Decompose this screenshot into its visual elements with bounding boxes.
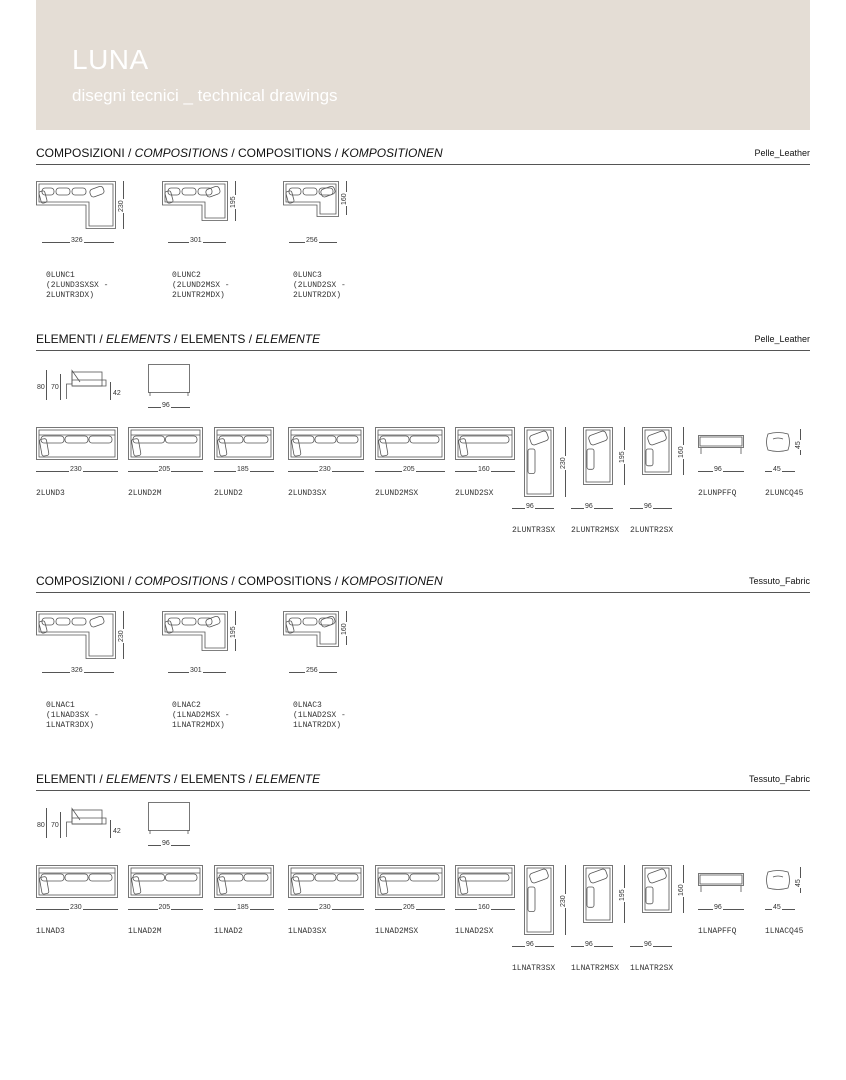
detail2-0LUNC2: 2LUNTR2MDX): [172, 291, 225, 300]
h2-line-fabric_elements: [60, 812, 61, 838]
sofa-width-1LNAD2: 185: [237, 904, 249, 911]
terminal-depth-1LNATR2MSX: 195: [619, 889, 626, 901]
sofa-2LUND3SX: [288, 427, 364, 460]
composition-0LUNC2-drawing: [162, 181, 228, 221]
composition-0LNAC1: [36, 611, 116, 659]
sofa-width-2LUND3SX: 230: [319, 466, 331, 473]
section-title: ELEMENTI / ELEMENTS / ELEMENTS / ELEMENTE: [36, 332, 321, 346]
seat-line-leather_elements: [110, 382, 111, 400]
composition-0LNAC2: [162, 611, 228, 651]
sofa-code-2LUND3SX: 2LUND3SX: [288, 489, 327, 498]
terminal-depth-2LUNTR3SX: 230: [560, 457, 567, 469]
terminal-1LNATR2MSX-drawing: [583, 865, 613, 923]
h2-leather_elements: 70: [51, 384, 59, 391]
width-dim-0LNAC1: 326: [71, 667, 83, 674]
depth-dim-0LUNC3: 160: [341, 193, 348, 205]
code-0LNAC2: 0LNAC2: [172, 701, 201, 710]
code-0LNAC3: 0LNAC3: [293, 701, 322, 710]
depth-dim-0LUNC2: 195: [230, 196, 237, 208]
cushion-height-1LNACQ45: 45: [795, 879, 802, 887]
h2-line-leather_elements: [60, 374, 61, 400]
sofa-width-2LUND3: 230: [70, 466, 82, 473]
sofa-width-1LNAD3: 230: [70, 904, 82, 911]
section-title: ELEMENTI / ELEMENTS / ELEMENTS / ELEMENTE: [36, 772, 321, 786]
terminal-1LNATR2SX-drawing: [642, 865, 672, 913]
section-header-fabric-elements: [36, 771, 810, 791]
terminal-width-2LUNTR2SX: 96: [644, 503, 652, 510]
h2-fabric_elements: 70: [51, 822, 59, 829]
terminal-2LUNTR2SX-drawing: [642, 427, 672, 475]
terminal-width-2LUNTR2MSX: 96: [585, 503, 593, 510]
sofa-2LUND3SX-drawing: [288, 427, 364, 460]
sofa-code-1LNAD2SX: 1LNAD2SX: [455, 927, 494, 936]
sofa-2LUND3-drawing: [36, 427, 118, 460]
sofa-2LUND2M: [128, 427, 203, 460]
terminal-width-1LNATR2MSX: 96: [585, 941, 593, 948]
sofa-1LNAD2SX: [455, 865, 515, 898]
cushion-2LUNCQ45-drawing: [765, 431, 791, 453]
sofa-code-2LUND2M: 2LUND2M: [128, 489, 162, 498]
sofa-1LNAD3: [36, 865, 118, 898]
composition-0LNAC3-drawing: [283, 611, 339, 647]
section-header-fabric-compositions: [36, 573, 810, 593]
sofa-width-1LNAD2MSX: 205: [403, 904, 415, 911]
width-dim-0LNAC2: 301: [190, 667, 202, 674]
sofa-1LNAD3-drawing: [36, 865, 118, 898]
pouf-width-1LNAPFFQ: 96: [714, 904, 722, 911]
h1-fabric_elements: 80: [37, 822, 45, 829]
composition-0LNAC3: [283, 611, 339, 647]
cushion-2LUNCQ45: [765, 431, 791, 453]
terminal-depth-2LUNTR2MSX: 195: [619, 451, 626, 463]
terminal-width-1LNATR2SX: 96: [644, 941, 652, 948]
width-dim-0LUNC2: 301: [190, 237, 202, 244]
terminal-depth-2LUNTR2SX: 160: [678, 446, 685, 458]
sofa-1LNAD2M: [128, 865, 203, 898]
depth-dim-0LNAC3: 160: [341, 623, 348, 635]
code-0LUNC3: 0LUNC3: [293, 271, 322, 280]
terminal-depth-1LNATR2SX: 160: [678, 884, 685, 896]
terminal-width-1LNATR3SX: 96: [526, 941, 534, 948]
pouf-code-1LNAPFFQ: 1LNAPFFQ: [698, 927, 737, 936]
profile-front-fabric_elements-drawing: [148, 802, 190, 834]
code-0LUNC2: 0LUNC2: [172, 271, 201, 280]
terminal-code-2LUNTR2SX: 2LUNTR2SX: [630, 526, 674, 535]
terminal-1LNATR2MSX: [583, 865, 613, 923]
profile-side-fabric_elements: [66, 808, 106, 838]
sofa-2LUND2MSX-drawing: [375, 427, 445, 460]
code-0LNAC1: 0LNAC1: [46, 701, 75, 710]
sofa-1LNAD2SX-drawing: [455, 865, 515, 898]
width-dim-0LNAC3: 256: [306, 667, 318, 674]
section-title: COMPOSIZIONI / COMPOSITIONS / COMPOSITIONS / KOMPOSITIONEN: [36, 146, 443, 160]
sofa-2LUND2: [214, 427, 274, 460]
terminal-code-1LNATR3SX: 1LNATR3SX: [512, 964, 556, 973]
cushion-code-1LNACQ45: 1LNACQ45: [765, 927, 804, 936]
terminal-2LUNTR2MSX: [583, 427, 613, 485]
material-label: Tessuto_Fabric: [748, 576, 810, 586]
sofa-code-1LNAD2MSX: 1LNAD2MSX: [375, 927, 419, 936]
composition-0LUNC1-drawing: [36, 181, 116, 229]
material-label: Tessuto_Fabric: [748, 774, 810, 784]
pouf-1LNAPFFQ-drawing: [698, 873, 744, 893]
cushion-1LNACQ45: [765, 869, 791, 891]
cushion-width-1LNACQ45: 45: [773, 904, 781, 911]
width-dim-0LUNC3: 256: [306, 237, 318, 244]
sofa-2LUND2MSX: [375, 427, 445, 460]
detail2-0LNAC3: 1LNATR2DX): [293, 721, 342, 730]
profile-side-fabric_elements-drawing: [66, 808, 106, 838]
pouf-width-2LUNPFFQ: 96: [714, 466, 722, 473]
sofa-1LNAD2-drawing: [214, 865, 274, 898]
profile-front-fabric_elements: [148, 802, 190, 834]
profile-side-leather_elements: [66, 370, 106, 400]
depth-dim-0LNAC2: 195: [230, 626, 237, 638]
section-header-leather-elements: [36, 331, 810, 351]
sofa-width-1LNAD2M: 205: [158, 904, 171, 911]
terminal-width-2LUNTR3SX: 96: [526, 503, 534, 510]
material-label: Pelle_Leather: [754, 148, 810, 158]
sofa-1LNAD3SX-drawing: [288, 865, 364, 898]
sofa-code-2LUND2: 2LUND2: [214, 489, 243, 498]
sofa-width-1LNAD3SX: 230: [319, 904, 331, 911]
sofa-2LUND3: [36, 427, 118, 460]
terminal-1LNATR3SX: [524, 865, 554, 935]
sofa-code-1LNAD3SX: 1LNAD3SX: [288, 927, 327, 936]
composition-0LUNC2: [162, 181, 228, 221]
profile-front-leather_elements-drawing: [148, 364, 190, 396]
sofa-width-2LUND2M: 205: [158, 466, 171, 473]
sofa-code-2LUND2SX: 2LUND2SX: [455, 489, 494, 498]
sofa-code-1LNAD2M: 1LNAD2M: [128, 927, 162, 936]
pouf-2LUNPFFQ: [698, 435, 744, 455]
detail1-0LUNC2: (2LUND2MSX -: [172, 281, 230, 290]
detail2-0LNAC1: 1LNATR3DX): [46, 721, 95, 730]
terminal-2LUNTR3SX-drawing: [524, 427, 554, 497]
sofa-code-2LUND3: 2LUND3: [36, 489, 65, 498]
material-label: Pelle_Leather: [754, 334, 810, 344]
sofa-code-1LNAD2: 1LNAD2: [214, 927, 243, 936]
profile-depth-leather_elements: 96: [162, 402, 170, 409]
terminal-depth-1LNATR3SX: 230: [560, 895, 567, 907]
detail2-0LUNC3: 2LUNTR2DX): [293, 291, 342, 300]
sofa-width-1LNAD2SX: 160: [478, 904, 490, 911]
sofa-1LNAD2MSX: [375, 865, 445, 898]
sofa-width-2LUND2SX: 160: [478, 466, 490, 473]
sofa-width-2LUND2: 185: [237, 466, 249, 473]
terminal-code-1LNATR2SX: 1LNATR2SX: [630, 964, 674, 973]
detail2-0LNAC2: 1LNATR2MDX): [172, 721, 225, 730]
h1-line-leather_elements: [46, 370, 47, 400]
seat-leather_elements: 42: [113, 390, 121, 397]
composition-0LUNC1: [36, 181, 116, 229]
sofa-1LNAD3SX: [288, 865, 364, 898]
sofa-1LNAD2: [214, 865, 274, 898]
sofa-2LUND2M-drawing: [128, 427, 203, 460]
terminal-code-1LNATR2MSX: 1LNATR2MSX: [571, 964, 620, 973]
detail1-0LNAC1: (1LNAD3SX -: [46, 711, 99, 720]
seat-line-fabric_elements: [110, 820, 111, 838]
composition-0LUNC3-drawing: [283, 181, 339, 217]
detail2-0LUNC1: 2LUNTR3DX): [46, 291, 95, 300]
cushion-code-2LUNCQ45: 2LUNCQ45: [765, 489, 804, 498]
sofa-width-2LUND2MSX: 205: [403, 466, 415, 473]
detail1-0LNAC2: (1LNAD2MSX -: [172, 711, 230, 720]
h1-line-fabric_elements: [46, 808, 47, 838]
header-banner: [36, 0, 810, 130]
detail1-0LNAC3: (1LNAD2SX -: [293, 711, 346, 720]
terminal-2LUNTR2SX: [642, 427, 672, 475]
width-dim-0LUNC1: 326: [71, 237, 83, 244]
terminal-code-2LUNTR2MSX: 2LUNTR2MSX: [571, 526, 620, 535]
composition-0LNAC1-drawing: [36, 611, 116, 659]
section-header-leather-compositions: [36, 145, 810, 165]
composition-0LUNC3: [283, 181, 339, 217]
pouf-code-2LUNPFFQ: 2LUNPFFQ: [698, 489, 737, 498]
pouf-2LUNPFFQ-drawing: [698, 435, 744, 455]
sofa-2LUND2-drawing: [214, 427, 274, 460]
seat-fabric_elements: 42: [113, 828, 121, 835]
profile-side-leather_elements-drawing: [66, 370, 106, 400]
h1-leather_elements: 80: [37, 384, 45, 391]
depth-dim-0LUNC1: 230: [118, 200, 125, 212]
sofa-1LNAD2M-drawing: [128, 865, 203, 898]
terminal-2LUNTR3SX: [524, 427, 554, 497]
sofa-code-2LUND2MSX: 2LUND2MSX: [375, 489, 419, 498]
depth-dim-0LNAC1: 230: [118, 630, 125, 642]
terminal-1LNATR2SX: [642, 865, 672, 913]
section-title: COMPOSIZIONI / COMPOSITIONS / COMPOSITIONS / KOMPOSITIONEN: [36, 574, 443, 588]
terminal-2LUNTR2MSX-drawing: [583, 427, 613, 485]
page-title: LUNA: [72, 44, 149, 75]
cushion-width-2LUNCQ45: 45: [773, 466, 781, 473]
cushion-height-2LUNCQ45: 45: [795, 441, 802, 449]
sofa-code-1LNAD3: 1LNAD3: [36, 927, 65, 936]
cushion-1LNACQ45-drawing: [765, 869, 791, 891]
composition-0LNAC2-drawing: [162, 611, 228, 651]
detail1-0LUNC3: (2LUND2SX -: [293, 281, 346, 290]
page-subtitle: disegni tecnici _ technical drawings: [72, 86, 338, 105]
sofa-1LNAD2MSX-drawing: [375, 865, 445, 898]
detail1-0LUNC1: (2LUND3SXSX -: [46, 281, 109, 290]
terminal-1LNATR3SX-drawing: [524, 865, 554, 935]
profile-depth-fabric_elements: 96: [162, 840, 170, 847]
sofa-2LUND2SX-drawing: [455, 427, 515, 460]
terminal-code-2LUNTR3SX: 2LUNTR3SX: [512, 526, 556, 535]
code-0LUNC1: 0LUNC1: [46, 271, 75, 280]
profile-front-leather_elements: [148, 364, 190, 396]
sofa-2LUND2SX: [455, 427, 515, 460]
pouf-1LNAPFFQ: [698, 873, 744, 893]
